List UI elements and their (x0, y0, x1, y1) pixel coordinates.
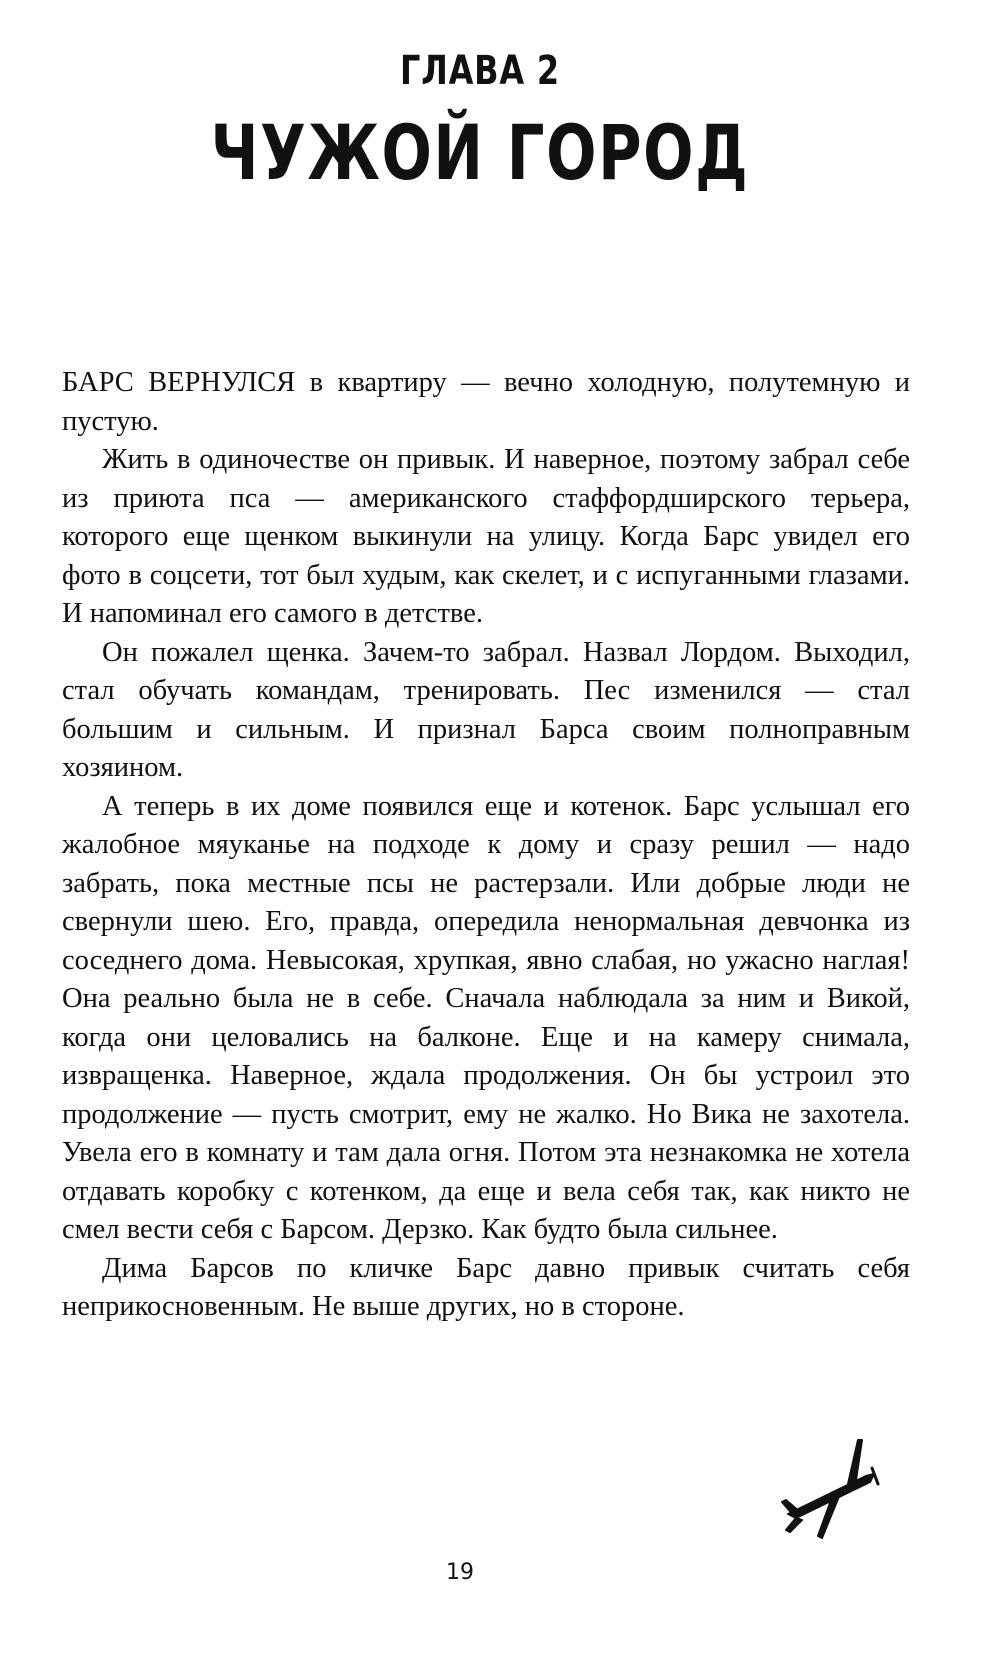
paragraph: БАРС ВЕРНУЛСЯ в квартиру — вечно холодную, полутемную и пустую. (62, 367, 910, 437)
paragraph: Жить в одиночестве он привык. И наверное, поэтому забрал себе из приюта пса — американского стаффордширского терьера, которого еще щенком выкинули на улицу. Когда Барс увидел его фото в соцсети, тот был худым, как скелет, и с испуганными глазами. И напоминал его самого в детстве. (62, 444, 910, 629)
paragraph: Дима Барсов по кличке Барс давно привык считать себя неприкосновенным. Не выше других, но в стороне. (62, 1252, 910, 1322)
airplane-icon (778, 1432, 888, 1542)
chapter-number: ГЛАВА 2 (400, 48, 560, 94)
chapter-title: ЧУЖОЙ ГОРОД (210, 108, 750, 197)
paragraph: А теперь в их доме появился еще и котенок. Барс услышал его жалобное мяуканье на подходе к дому и сразу решил — надо забрать, пока местные псы не растерзали. Или добрые люди не свернули шею. Его, правда, опередила ненормальная девчонка из соседнего дома. Невысокая, хрупкая, явно слабая, но ужасно наглая! Она реально была не в себе. Сначала наблюдала за ним и Викой, когда они целовались на балконе. Еще и на камеру снимала, извращенка. Наверное, ждала продолжения. Он бы устроил это продолжение — пусть смотрит, ему не жалко. Но Вика не захотела. Увела его в комнату и там дала огня. Потом эта незнакомка не хотела отдавать коробку с котенком, да еще и вела себя так, как никто не смел вести себя с Барсом. Дерзко. Как будто была сильнее. (62, 790, 910, 1245)
chapter-body (62, 364, 910, 1327)
page-number: 19 (446, 1560, 474, 1585)
paragraph: Он пожалел щенка. Зачем-то забрал. Назвал Лордом. Выходил, стал обучать командам, тренировать. Пес изменился — стал большим и сильным. И признал Барса своим полноправным хозяином. (62, 636, 910, 783)
